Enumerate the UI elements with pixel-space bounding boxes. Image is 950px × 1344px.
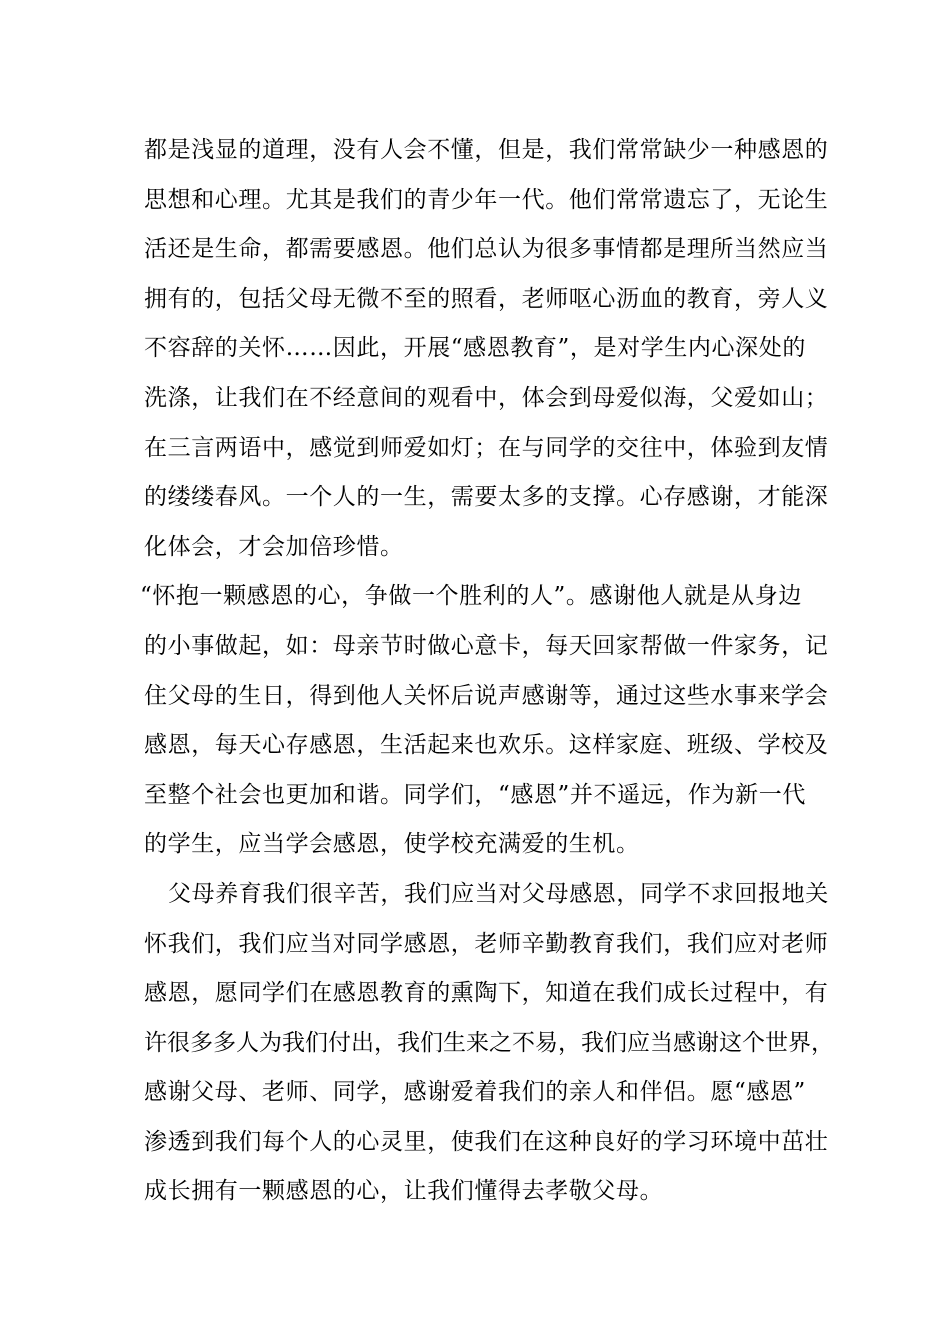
text-line: 住父母的生日，得到他人关怀后说声感谢等，通过这些水事来学会: [144, 682, 829, 709]
text-line: 化体会，才会加倍珍惜。: [144, 533, 404, 560]
text-line: 父母养育我们很辛苦，我们应当对父母感恩，同学不求回报地关: [168, 880, 829, 907]
body-text: [140, 126, 834, 1217]
text-line: 的学生，应当学会感恩，使学校充满爱的生机。: [144, 831, 640, 858]
text-line: 至整个社会也更加和谐。同学们，“感恩”并不遥远，作为新一代: [144, 781, 806, 808]
text-line: 都是浅显的道理，没有人会不懂，但是，我们常常缺少一种感恩的: [144, 137, 829, 163]
text-line: 在三言两语中，感觉到师爱如灯；在与同学的交往中，体验到友情: [144, 434, 829, 461]
text-line: 许很多多人为我们付出，我们生来之不易，我们应当感谢这个世界，: [144, 1029, 834, 1056]
text-line: 洗涤，让我们在不经意间的观看中，体会到母爱似海，父爱如山；: [144, 384, 829, 411]
text-line: 思想和心理。尤其是我们的青少年一代。他们常常遗忘了，无论生: [144, 186, 829, 213]
text-line: 感恩，每天心存感恩，生活起来也欢乐。这样家庭、班级、学校及: [144, 732, 829, 759]
text-line: 感恩，愿同学们在感恩教育的熏陶下，知道在我们成长过程中，有: [144, 980, 829, 1007]
text-line: 活还是生命，都需要感恩。他们总认为很多事情都是理所当然应当: [144, 236, 829, 263]
text-line: 的缕缕春风。一个人的一生，需要太多的支撑。心存感谢，才能深: [144, 484, 829, 511]
text-line: 不容辞的关怀……因此，开展“感恩教育”，是对学生内心深处的: [144, 335, 806, 362]
text-line: 成长拥有一颗感恩的心，让我们懂得去孝敬父母。: [144, 1178, 664, 1205]
text-line: 渗透到我们每个人的心灵里，使我们在这种良好的学习环境中茁壮: [144, 1128, 829, 1155]
text-line: “怀抱一颗感恩的心，争做一个胜利的人”。感谢他人就是从身边: [140, 583, 802, 610]
text-line: 的小事做起，如：母亲节时做心意卡，每天回家帮做一件家务，记: [144, 632, 829, 659]
text-line: 感谢父母、老师、同学，感谢爱着我们的亲人和伴侣。愿“感恩”: [144, 1079, 806, 1106]
text-line: 拥有的，包括父母无微不至的照看，老师呕心沥血的教育，旁人义: [144, 285, 829, 312]
text-line: 怀我们，我们应当对同学感恩，老师辛勤教育我们，我们应对老师: [144, 930, 829, 957]
